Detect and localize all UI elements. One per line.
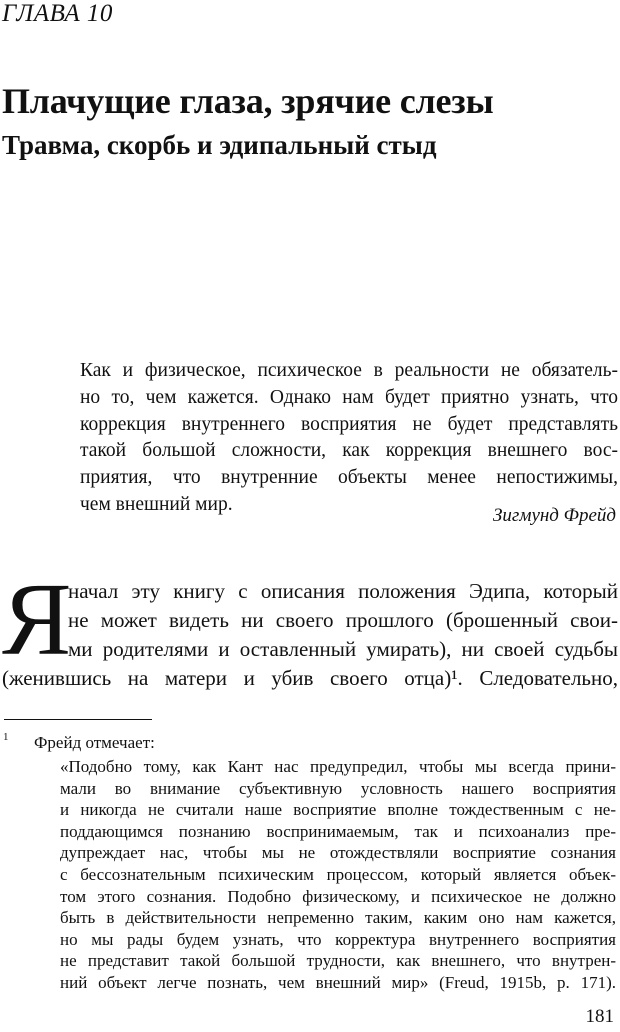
body-line: начал эту книгу с описания положения Эдипа, который (68, 579, 618, 603)
body-line: ми родителями и оставленный умирать), ни своей судьбы (68, 637, 618, 661)
footnote-line: и никогда не считали наше восприятие вполне тождественным с не- (60, 800, 616, 820)
epigraph (80, 358, 618, 519)
footnote-rule (4, 719, 152, 720)
footnote-line: том этого сознания. Подобно физическому, и психическое не должно (60, 886, 616, 906)
epigraph-line: Как и физическое, психическое в реальности не обязатель- (80, 360, 618, 381)
chapter-subtitle: Травма, скорбь и эдипальный стыд (2, 130, 437, 160)
footnote-line: поддающимся познанию воспринимаемым, так и психоанализ пре- (60, 821, 616, 841)
chapter-label: ГЛАВА 10 (2, 0, 113, 27)
epigraph-line: приятия, что внутренние объекты менее непостижимы, (80, 467, 618, 489)
footnote-line: не представит такой большой трудности, как внешнего, что внутрен- (60, 951, 616, 971)
footnote-line: с бессознательным психическим процессом, который является объек- (60, 864, 616, 884)
page-number: 181 (585, 1006, 614, 1027)
footnote-line: дупреждает нас, чтобы мы не отождествляли восприятие сознания (60, 843, 616, 863)
footnote-line: но мы рады будем узнать, что корректура внутреннего восприятия (60, 929, 616, 949)
footnote-line: быть в действительности непременно таким, каким оно нам кажется, (60, 908, 616, 928)
footnote-intro: Фрейд отмечает: (34, 733, 155, 752)
footnote-line: «Подобно тому, как Кант нас предупредил, чтобы мы всегда прини- (60, 757, 616, 776)
drop-cap: Я (2, 562, 72, 677)
epigraph-line: такой большой сложности, как коррекция внешнего вос- (80, 440, 618, 462)
footnote-line: мали во внимание субъективную условность нашего восприятия (60, 778, 616, 798)
epigraph-line: коррекция внутреннего восприятия не будет представлять (80, 413, 618, 435)
body-line: (женившись на матери и убив своего отца)¹. Следовательно, (2, 666, 618, 690)
epigraph-author: Зигмунд Фрейд (493, 505, 616, 526)
epigraph-line: чем внешний мир. (80, 493, 233, 515)
footnote-marker: 1 (3, 731, 9, 743)
footnote-line: ний объект легче познать, чем внешний мир» (Freud, 1915b, p. 171). (60, 972, 616, 992)
body-line: не может видеть ни своего прошлого (брошенный свои- (68, 608, 618, 632)
epigraph-line: но то, чем кажется. Однако нам будет приятно узнать, что (80, 386, 618, 408)
chapter-title: Плачущие глаза, зрячие слезы (2, 81, 494, 121)
footnote-text (60, 756, 616, 994)
